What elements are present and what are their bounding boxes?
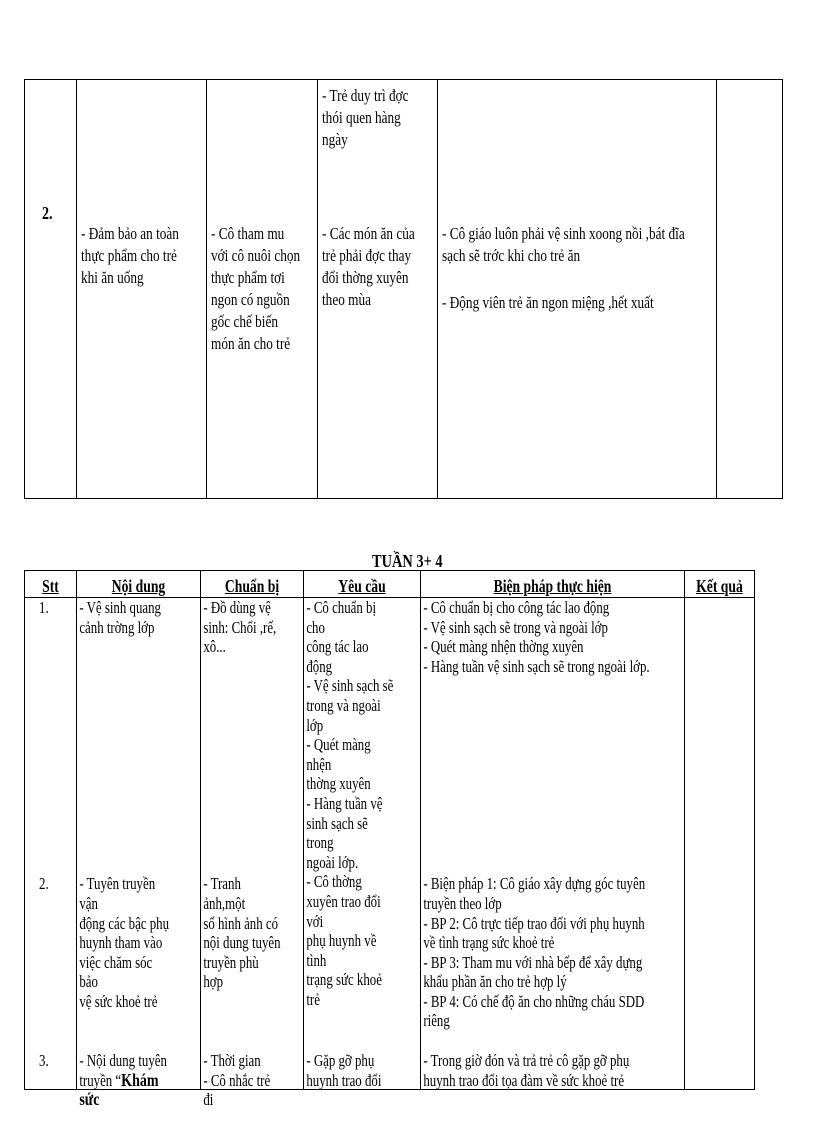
preparation-text: - Thời gian - Cô nhắc trẻ đi [203,1051,271,1110]
measures-text: - Cô chuẩn bị cho công tác lao động - Vệ sinh sạch sẽ trong và ngoài lớp - Quét màng nhện thờng xuyên - Hàng tuần vệ sinh sạch sẽ trong ngoài lớp. [423,598,650,676]
header-result: Kết quả [685,571,755,598]
requirement-text: - Cô thờng xuyên trao đổi với phụ huynh về tình trạng sức khoẻ trẻ [306,872,382,1009]
requirement-cell [318,80,438,499]
requirement-text: - Cô chuẩn bị cho công tác lao động - Vệ sinh sạch sẽ trong và ngoài lớp - Quét màng nhện thờng xuyên - Hàng tuần vệ sinh sạch sẽ trong ngoài lớp. [306,598,394,872]
table-row [25,598,755,873]
stt-cell: 1. [25,598,77,873]
stt-cell: 3. [25,1051,77,1090]
table-row [25,1051,755,1090]
content-text: - Nội dung tuyên truyền “Khám sức [79,1051,167,1110]
requirement-cell [304,1051,421,1090]
stt-cell [25,80,77,499]
stt-cell: 2. [25,872,77,1051]
requirement-text-top: - Trẻ duy trì đợc thói quen hàng ngày [322,86,409,149]
header-requirement: Yêu cầu [304,571,421,598]
measures-text: - Cô giáo luôn phải vệ sinh xoong nồi ,bát đĩa sạch sẽ trớc khi cho trẻ ăn [442,224,685,265]
measures-text-2: - Động viên trẻ ăn ngon miệng ,hết xuất [442,293,654,312]
measures-text: - Trong giờ đón và trả trẻ cô gặp gỡ phụ huynh trao đổi tọa đàm về sức khoẻ trẻ [423,1051,630,1090]
preparation-text: - Tranh ảnh,một số hình ảnh có nội dung tuyên truyền phù hợp [203,874,281,992]
content-cell [77,1051,201,1110]
week-title: TUẦN 3+ 4 [372,551,443,571]
preparation-text: - Đồ dùng vệ sinh: Chổi ,rế, xô... [203,598,277,657]
requirement-cell [304,598,421,873]
measures-cell [421,872,685,1051]
table-row [25,872,755,1051]
result-cell [685,598,755,873]
requirement-text: - Gặp gỡ phụ huynh trao đổi [306,1051,382,1090]
content-text: - Đảm bảo an toàn thực phẩm cho trẻ khi ăn uống [81,224,179,287]
header-preparation: Chuẩn bị [201,571,304,598]
measures-cell [421,598,685,873]
result-cell [717,80,783,499]
plan-table-week-3-4 [24,570,755,1110]
content-cell [77,872,201,1051]
plan-table-continued [24,79,783,499]
content-cell [77,80,207,499]
measures-cell [421,1051,685,1090]
preparation-cell [201,1051,304,1110]
requirement-text: - Các món ăn của trẻ phải đợc thay đổi thờng xuyên theo mùa [322,224,415,309]
preparation-cell [207,80,318,499]
header-measures: Biện pháp thực hiện [421,571,685,598]
preparation-cell [201,598,304,873]
content-text: - Tuyên truyền vận động các bậc phụ huynh tham vào việc chăm sóc bảo vệ sức khoẻ trẻ [79,874,170,1011]
result-cell [685,872,755,1051]
header-stt: Stt [25,571,77,598]
stt-number: 2. [42,203,53,223]
measures-text: - Biện pháp 1: Cô giáo xây dựng góc tuyên truyền theo lớp - BP 2: Cô trực tiếp trao đổi với phụ huynh về tình trạng sức khoẻ trẻ - BP 3: Tham mu với nhà bếp để xây dựng khẩu phần ăn cho trẻ hợp lý - BP 4: Có chế độ ăn cho những cháu SDD riêng [423,874,646,1031]
header-content: Nội dung [77,571,201,598]
content-cell [77,598,201,873]
header-row [25,571,755,598]
preparation-cell [201,872,304,1051]
table-row [25,80,783,499]
requirement-cell [304,872,421,1051]
measures-cell [438,80,717,499]
preparation-text: - Cô tham mu với cô nuôi chọn thực phẩm tơi ngon có nguồn gốc chế biến món ăn cho trẻ [211,224,301,353]
content-text: - Vệ sinh quang cảnh trờng lớp [79,598,161,637]
result-cell [685,1051,755,1090]
